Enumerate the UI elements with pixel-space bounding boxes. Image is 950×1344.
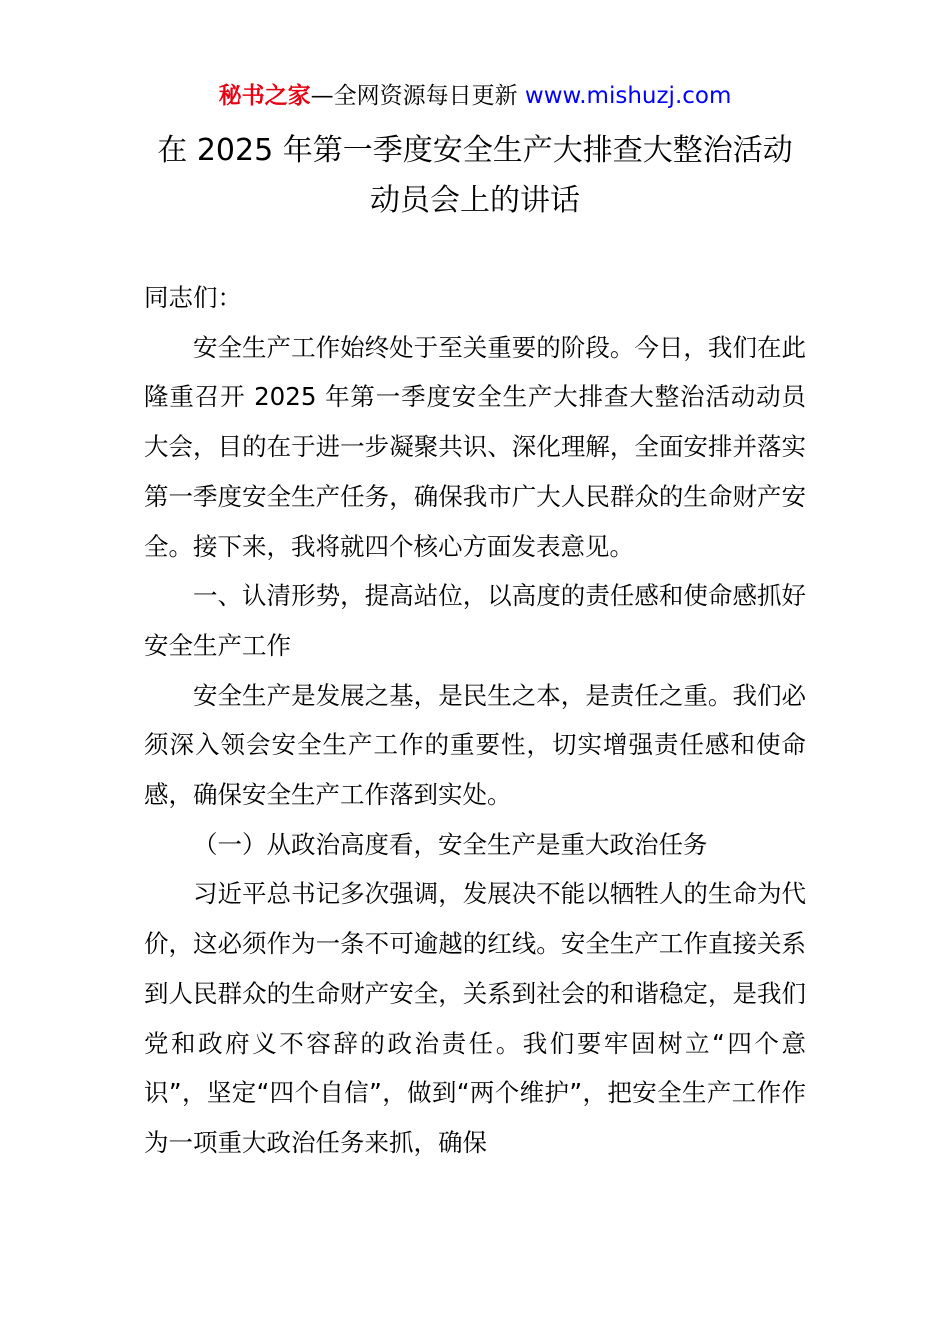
page-header [0,80,950,112]
header-tagline: —全网资源每日更新 [310,83,518,109]
document-title [0,126,950,226]
paragraph-subsection-1: 习近平总书记多次强调，发展决不能以牺牲人的生命为代价，这必须作为一条不可逾越的红线。安全生产工作直接关系到人民群众的生命财产安全，关系到社会的和谐稳定，是我们党和政府义不容辞的政治责任。我们要牢固树立“四个意识”，坚定“四个自信”，做到“两个维护”，把安全生产工作作为一项重大政治任务来抓，确保 [144,879,806,1157]
paragraph-intro: 安全生产工作始终处于至关重要的阶段。今日，我们在此隆重召开 2025 年第一季度安全生产大排查大整治活动动员大会，目的在于进一步凝聚共识、深化理解，全面安排并落实第一季度安全生产任务，确保我市广大人民群众的生命财产安全。接下来，我将就四个核心方面发表意见。 [144,332,806,561]
brand-name: 秘书之家 [218,83,311,109]
title-line-1: 在 2025 年第一季度安全生产大排查大整治活动 [157,133,793,168]
subsection-heading-1: （一）从政治高度看，安全生产是重大政治任务 [193,829,708,859]
document-body [144,273,806,1168]
title-line-2: 动员会上的讲话 [370,183,580,218]
section-heading-1: 一、认清形势，提高站位，以高度的责任感和使命感抓好安全生产工作 [144,581,806,660]
salutation: 同志们： [144,283,242,312]
paragraph-section-1: 安全生产是发展之基，是民生之本，是责任之重。我们必须深入领会安全生产工作的重要性，切实增强责任感和使命感，确保安全生产工作落到实处。 [144,680,806,810]
website-url[interactable]: www.mishuzj.com [524,83,732,109]
